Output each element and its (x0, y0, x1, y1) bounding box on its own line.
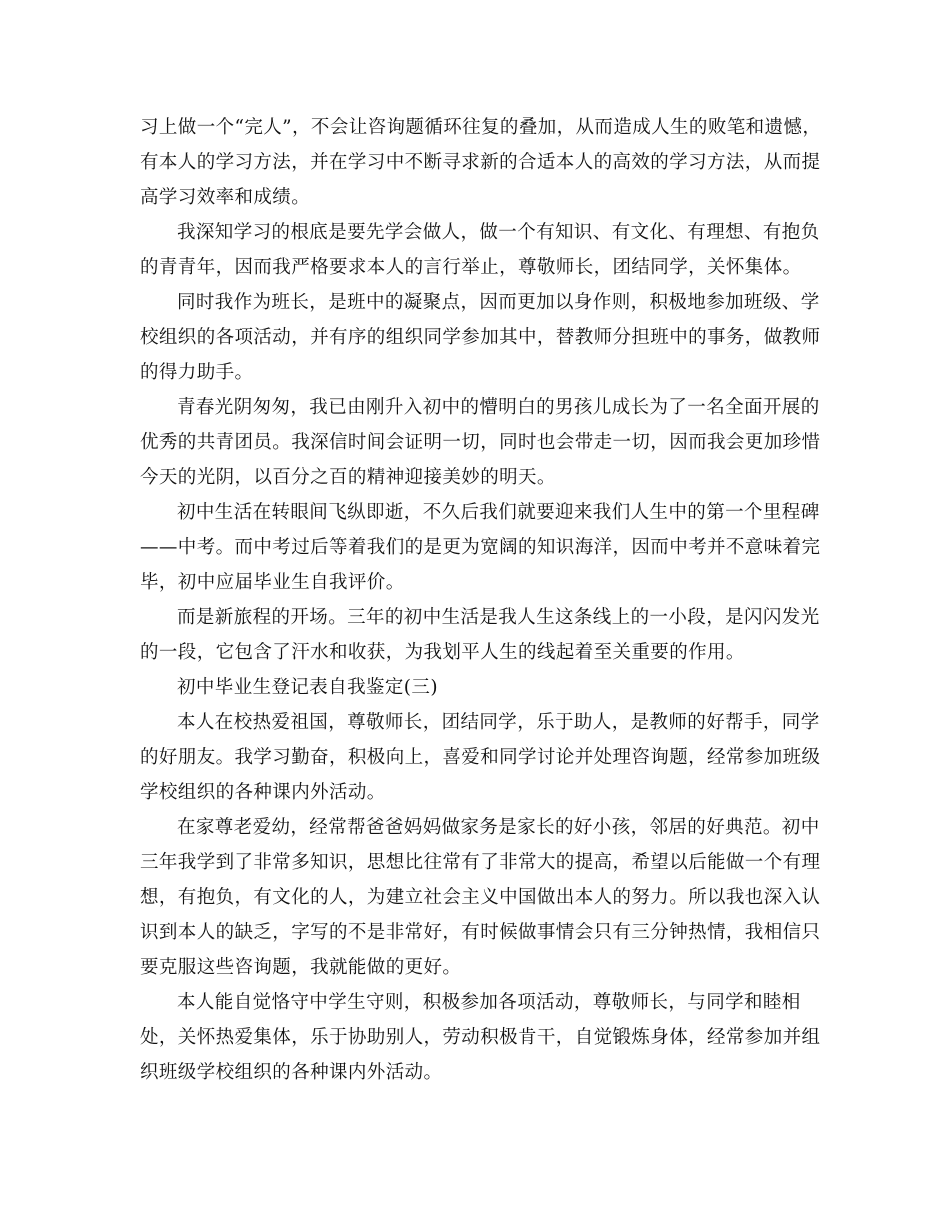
paragraph-2: 我深知学习的根底是要先学会做人，做一个有知识、有文化、有理想、有抱负的青青年，因而我严格要求本人的言行举止，尊敬师长，团结同学，关怀集体。 (140, 222, 820, 278)
paragraph-5: 初中生活在转眼间飞纵即逝，不久后我们就要迎来我们人生中的第一个里程碑——中考。而中考过后等着我们的是更为宽阔的知识海洋，因而中考并不意味着完毕，初中应届毕业生自我评价。 (140, 502, 821, 593)
paragraph-8: 本人在校热爱祖国，尊敬师长，团结同学，乐于助人，是教师的好帮手，同学的好朋友。我学习勤奋，积极向上，喜爱和同学讨论并处理咨询题，经常参加班级学校组织的各种课内外活动。 (140, 712, 821, 803)
paragraph-9: 在家尊老爱幼，经常帮爸爸妈妈做家务是家长的好小孩，邻居的好典范。初中三年我学到了非常多知识，思想比往常有了非常大的提高，希望以后能做一个有理想，有抱负，有文化的人，为建立社会主义中国做出本人的努力。所以我也深入认识到本人的缺乏，字写的不是非常好，有时候做事情会只有三分钟热情，我相信只要克服这些咨询题，我就能做的更好。 (140, 817, 821, 978)
document-body (140, 110, 830, 1090)
paragraph-4: 青春光阴匆匆，我已由刚升入初中的懵明白的男孩儿成长为了一名全面开展的优秀的共青团员。我深信时间会证明一切，同时也会带走一切，因而我会更加珍惜今天的光阴，以百分之百的精神迎接美妙的明天。 (140, 397, 821, 488)
paragraph-6: 而是新旅程的开场。三年的初中生活是我人生这条线上的一小段，是闪闪发光的一段，它包含了汗水和收获，为我划平人生的线起着至关重要的作用。 (140, 607, 820, 663)
section-heading: 初中毕业生登记表自我鉴定(三) (177, 677, 438, 698)
paragraph-10: 本人能自觉恪守中学生守则，积极参加各项活动，尊敬师长，与同学和睦相处，关怀热爱集体，乐于协助别人，劳动积极肯干，自觉锻炼身体，经常参加并组织班级学校组织的各种课内外活动。 (140, 992, 821, 1083)
paragraph-1: 习上做一个“完人”，不会让咨询题循环往复的叠加，从而造成人生的败笔和遗憾，有本人的学习方法，并在学习中不断寻求新的合适本人的高效的学习方法，从而提高学习效率和成绩。 (140, 117, 822, 208)
paragraph-3: 同时我作为班长，是班中的凝聚点，因而更加以身作则，积极地参加班级、学校组织的各项活动，并有序的组织同学参加其中，替教师分担班中的事务，做教师的得力助手。 (140, 292, 821, 383)
